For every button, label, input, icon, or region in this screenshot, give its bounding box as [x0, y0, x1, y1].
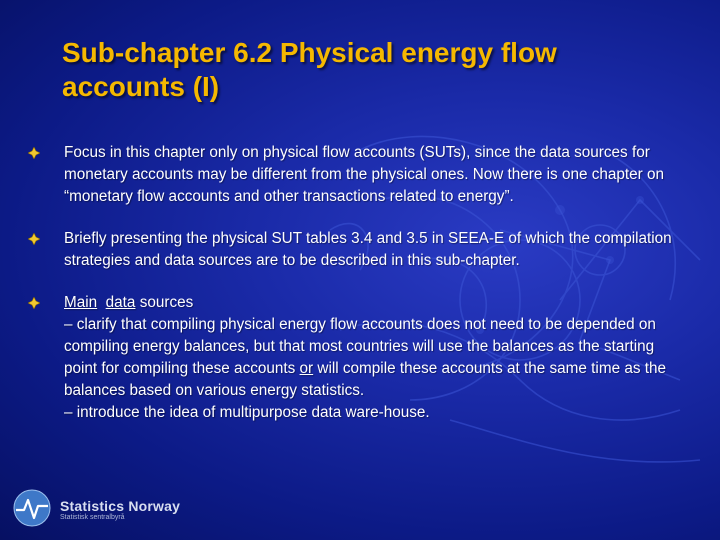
bullet-list: [28, 142, 678, 444]
bullet-subpoint: – introduce the idea of multipurpose data ware-house.: [64, 404, 430, 421]
bullet-subpoint: [64, 314, 678, 402]
bullet-text: will compile these accounts at the same time as the balances based on various energy statistics.: [64, 360, 667, 399]
heading-word: sources: [139, 294, 194, 311]
bullet-item: [28, 228, 678, 272]
bullet-text: Focus in this chapter only on physical flow accounts (SUTs), since the data sources for monetary accounts may be different from the physical ones. Now there is one chapter on “monetary flow accounts and other transactions related to energy”.: [64, 144, 665, 205]
diamond-bullet-icon: [28, 233, 40, 245]
brand-subtitle: Statistisk sentralbyrå: [60, 514, 125, 521]
diamond-bullet-icon: [28, 147, 40, 159]
brand-name: Statistics Norway: [60, 498, 181, 514]
bullet-heading: [64, 292, 678, 314]
bullet-text: – clarify that compiling physical energy flow accounts does not need to be depended on compiling energy balances, but that most countries will use the balances as the starting point for compiling these accounts: [64, 316, 656, 377]
diamond-bullet-icon: [28, 297, 40, 309]
bullet-item: [28, 292, 678, 424]
heading-word: Main: [64, 294, 98, 311]
heading-word: data: [105, 294, 136, 311]
slide-title: Sub-chapter 6.2 Physical energy flow accounts (I): [62, 37, 557, 102]
bullet-item: [28, 142, 678, 208]
bullet-text: Briefly presenting the physical SUT tables 3.4 and 3.5 in SEEA-E of which the compilation strategies and data sources are to be described in this sub-chapter.: [64, 230, 672, 269]
underlined-word: or: [299, 360, 314, 377]
statistics-norway-logo-icon: [12, 488, 52, 528]
